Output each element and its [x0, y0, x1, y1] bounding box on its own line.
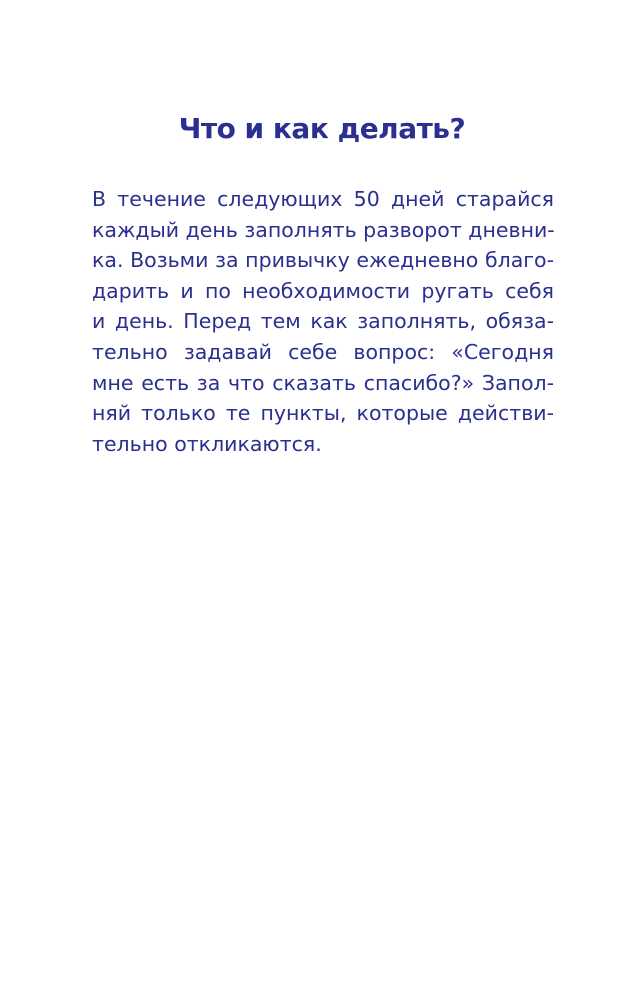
page-title: Что и как делать?	[178, 112, 466, 145]
body-line: тельно откликаются.	[92, 431, 322, 456]
body-paragraph	[92, 184, 554, 459]
body-line: ка. Возьми за привычку ежедневно благо-	[92, 248, 554, 273]
body-line: В течение следующих 50 дней старайся	[92, 187, 554, 211]
body-line: каждый день заполнять разворот дневни-	[92, 217, 555, 242]
body-line: мне есть за что сказать спасибо?» Запол-	[92, 370, 554, 395]
body-line: и день. Перед тем как заполнять, обяза-	[92, 309, 554, 334]
body-line: дарить и по необходимости ругать себя	[92, 278, 554, 303]
body-line: няй только те пункты, которые действи-	[92, 401, 554, 426]
body-line: тельно задавай себе вопрос: «Сегодня	[92, 339, 554, 364]
